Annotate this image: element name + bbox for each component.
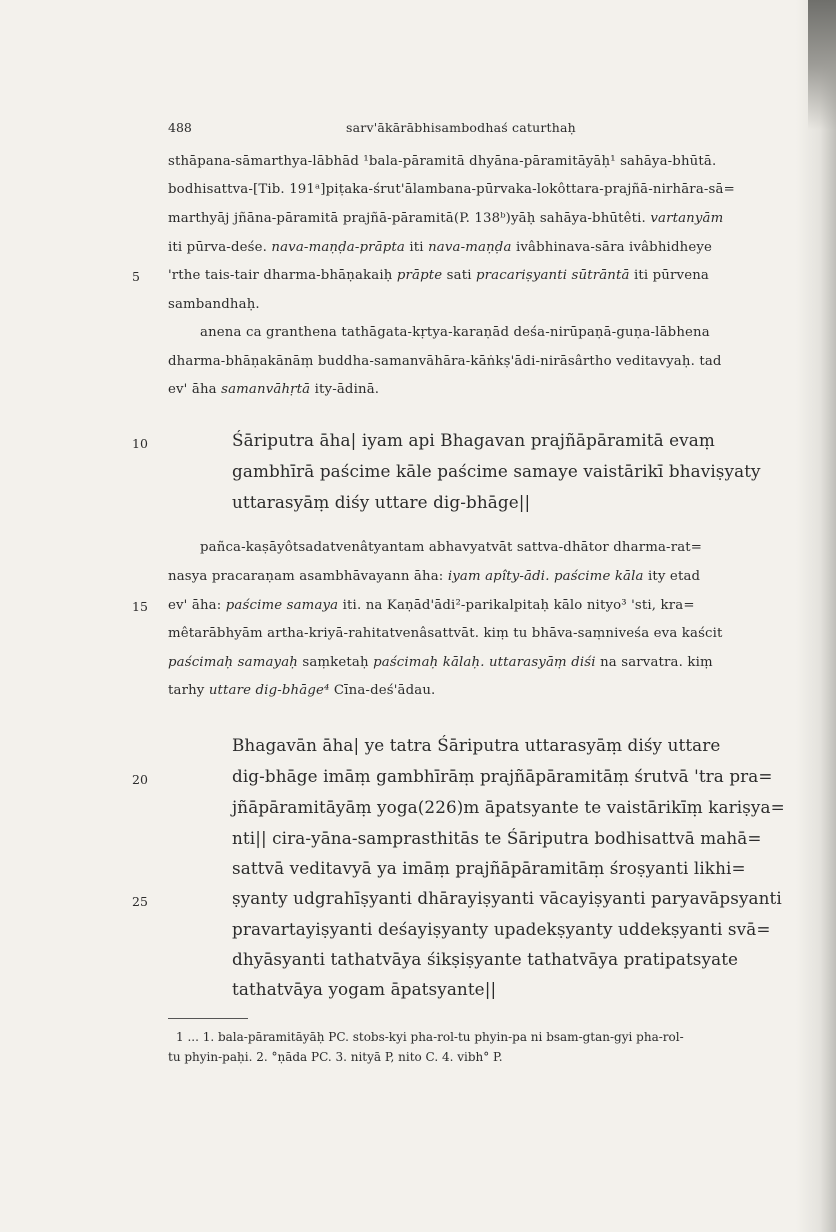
page-number: 488 [168,120,192,135]
text-line: ev' āha: paścime samaya iti. na Kaṇād'ādi²-parikalpitaḥ kālo nityo³ 'sti, kra= [168,598,695,613]
line-number: 10 [132,436,148,451]
text-line: ṣyanty udgrahīṣyanti dhārayiṣyanti vācayiṣyanti paryavāpsyanti [232,888,782,908]
text-line: pravartayiṣyanti deśayiṣyanty upadekṣyanty uddekṣyanti svā= [232,919,771,939]
line-number: 5 [132,269,140,284]
page-corner-shadow [808,0,836,130]
line-number: 20 [132,772,148,787]
text-line: uttarasyāṃ diśy uttare dig-bhāge|| [232,492,531,512]
footnote-rule [168,1018,248,1019]
text-line: 'rthe tais-tair dharma-bhāṇakaiḥ prāpte sati pracariṣyanti sūtrāntā iti pūrvena [168,268,709,283]
text-line: tathatvāya yogam āpatsyante|| [232,979,497,999]
text-line: sattvā veditavyā ya imāṃ prajñāpāramitāṃ śroṣyanti likhi= [232,858,746,878]
running-title: sarv'ākārābhisambodhaś caturthaḥ [346,120,576,135]
text-line: Bhagavān āha| ye tatra Śāriputra uttarasyāṃ diśy uttare [232,735,721,755]
text-line: ev' āha samanvāhṛtā ity-ādinā. [168,382,380,397]
text-line: jñāpāramitāyāṃ yoga(226)m āpatsyante te vaistārikīṃ kariṣya= [232,797,785,817]
text-line: tarhy uttare dig-bhāge⁴ Cīna-deś'ādau. [168,683,436,698]
text-line: marthyāj jñāna-pāramitā prajñā-pāramitā(P. 138ᵇ)yāḥ sahāya-bhūtêti. vartanyām [168,211,724,226]
page-edge-shadow [796,0,836,1232]
text-line: anena ca granthena tathāgata-kṛtya-karaṇād deśa-nirūpaṇā-guṇa-lābhena [200,325,710,340]
footnote-line: tu phyin-paḥi. 2. °ṇāda PC. 3. nityā P, nito C. 4. vibh° P. [168,1050,503,1064]
text-line: dharma-bhāṇakānāṃ buddha-samanvāhāra-kāṅkṣ'ādi-nirāsârtho veditavyaḥ. tad [168,354,722,369]
text-line: paścimaḥ samayaḥ saṃketaḥ paścimaḥ kālaḥ. uttarasyāṃ diśi na sarvatra. kiṃ [168,655,713,670]
text-line: dhyāsyanti tathatvāya śikṣiṣyante tathatvāya pratipatsyate [232,949,739,969]
text-line: pañca-kaṣāyôtsadatvenâtyantam abhavyatvāt sattva-dhātor dharma-rat= [200,540,703,555]
page-header [168,120,758,140]
line-number: 15 [132,599,148,614]
text-line: mêtarābhyām artha-kriyā-rahitatvenâsattvāt. kiṃ tu bhāva-saṃniveśa eva kaścit [168,626,723,641]
line-number: 25 [132,894,148,909]
text-line: nasya pracaraṇam asambhāvayann āha: iyam apîty-ādi. paścime kāla ity etad [168,569,701,584]
text-line: gambhīrā paścime kāle paścime samaye vaistārikī bhaviṣyaty [232,461,761,481]
text-line: nti|| cira-yāna-samprasthitās te Śāriputra bodhisattvā mahā= [232,828,762,848]
text-line: dig-bhāge imāṃ gambhīrāṃ prajñāpāramitāṃ śrutvā 'tra pra= [232,766,773,786]
text-line: sambandhaḥ. [168,297,260,312]
text-line: Śāriputra āha| iyam api Bhagavan prajñāpāramitā evaṃ [232,430,715,450]
text-line: bodhisattva-[Tib. 191ᵃ]piṭaka-śrut'ālambana-pūrvaka-lokôttara-prajñā-nirhāra-sā= [168,182,735,197]
footnote-line: 1 ... 1. bala-pāramitāyāḥ PC. stobs-kyi pha-rol-tu phyin-pa ni bsam-gtan-gyi pha-rol- [176,1030,684,1044]
text-line: iti pūrva-deśe. nava-maṇḍa-prāpta iti nava-maṇḍa ivâbhinava-sāra ivâbhidheye [168,240,713,255]
text-line: sthāpana-sāmarthya-lābhād ¹bala-pāramitā dhyāna-pāramitāyāḥ¹ sahāya-bhūtā. [168,154,717,169]
